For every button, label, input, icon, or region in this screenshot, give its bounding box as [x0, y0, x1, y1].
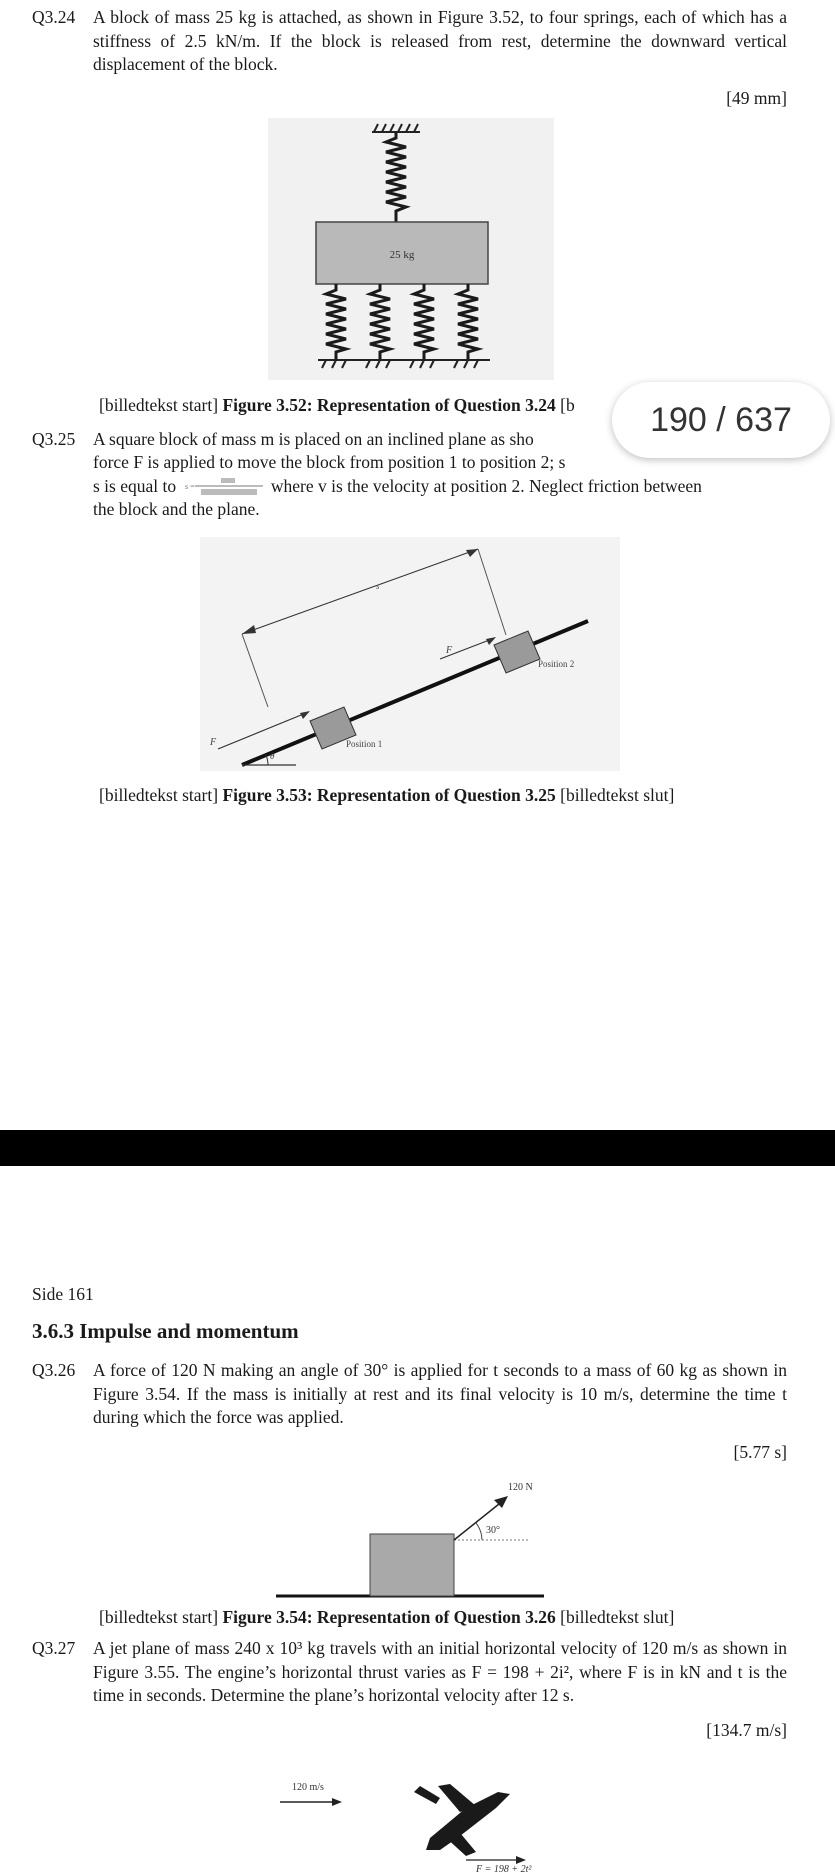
caption-end-tag: [billedtekst slut] — [560, 785, 675, 805]
position-1-label: Position 1 — [346, 739, 383, 749]
question-number: Q3.25 — [32, 429, 76, 449]
question-text: A jet plane of mass 240 x 10³ kg travels with an initial horizontal velocity of 120 m/s as shown in Figure 3.55. The engine’s horizontal thrust varies as F = 198 + 2i², where F is in kN and t is the time in seconds. Determine the plane’s horizontal velocity after 12 s. — [93, 1638, 787, 1705]
caption-start-tag: [billedtekst start] — [99, 1607, 219, 1627]
angle-label: 30° — [486, 1525, 500, 1536]
answer-3-27: [134.7 m/s] — [706, 1720, 787, 1740]
page-bottom — [0, 1166, 835, 1872]
answer-3-24: [49 mm] — [726, 88, 787, 108]
section-title: 3.6.3 Impulse and momentum — [32, 1319, 299, 1343]
block-label: 25 kg — [389, 249, 415, 261]
question-number: Q3.27 — [32, 1638, 76, 1658]
figure-3-54 — [268, 1476, 548, 1602]
velocity-label: 120 m/s — [292, 1782, 324, 1793]
mass-block — [370, 1534, 454, 1596]
position-2-label: Position 2 — [538, 659, 575, 669]
question-number: Q3.24 — [32, 7, 76, 27]
formula-image — [181, 476, 267, 498]
question-number: Q3.26 — [32, 1360, 76, 1380]
page-divider — [0, 1130, 835, 1166]
caption-end-tag: [billedtekst slut] — [560, 1607, 675, 1627]
question-3-26 — [32, 1359, 787, 1431]
page-indicator: 190 / 637 — [612, 382, 830, 458]
question-text: A force of 120 N making an angle of 30° is applied for t seconds to a mass of 60 kg as shown in Figure 3.54. If the mass is initially at rest and its final velocity is 10 m/s, determine the time t during which the force was applied. — [93, 1360, 787, 1427]
question-line-3 — [93, 475, 702, 499]
side-label: Side 161 — [32, 1284, 94, 1304]
question-3-27 — [32, 1637, 787, 1709]
caption-3-52 — [99, 395, 575, 416]
caption-title: Figure 3.53: Representation of Question 3.25 — [222, 785, 556, 805]
caption-3-54 — [99, 1607, 674, 1628]
question-3-24 — [32, 6, 787, 78]
force-label: 120 N — [508, 1482, 533, 1493]
caption-start-tag: [billedtekst start] — [99, 785, 219, 805]
svg-text:s =: s = — [184, 482, 195, 491]
caption-start-tag: [billedtekst start] — [99, 395, 219, 415]
thrust-label: F = 198 + 2t² — [476, 1864, 532, 1872]
question-line-2: force F is applied to move the block from position 1 to position 2; s — [93, 452, 566, 472]
question-line-1: A square block of mass m is placed on an inclined plane as sho — [93, 429, 534, 449]
angle-label: θ — [270, 751, 275, 761]
caption-title: Figure 3.54: Representation of Question 3.26 — [222, 1607, 556, 1627]
answer-3-26: [5.77 s] — [733, 1442, 787, 1462]
line-3-start: s is equal to — [93, 476, 177, 496]
distance-label: s — [376, 581, 380, 591]
question-text: A block of mass 25 kg is attached, as shown in Figure 3.52, to four springs, each of which has a stiffness of 2.5 kN/m. If the block is released from rest, determine the downward vertical displacement of the block. — [93, 7, 787, 74]
line-3-end: where v is the velocity at position 2. Neglect friction between — [270, 476, 702, 496]
figure-3-52 — [268, 118, 554, 380]
force-label-2: F — [446, 645, 453, 656]
figure-3-55 — [270, 1778, 570, 1872]
caption-end-tag: [b — [560, 395, 575, 415]
caption-3-53 — [99, 785, 674, 806]
figure-3-53 — [200, 537, 620, 771]
caption-title: Figure 3.52: Representation of Question 3.24 — [222, 395, 556, 415]
question-line-4: the block and the plane. — [93, 499, 260, 519]
jet-plane-icon — [414, 1784, 510, 1856]
force-label-1: F — [210, 737, 217, 748]
